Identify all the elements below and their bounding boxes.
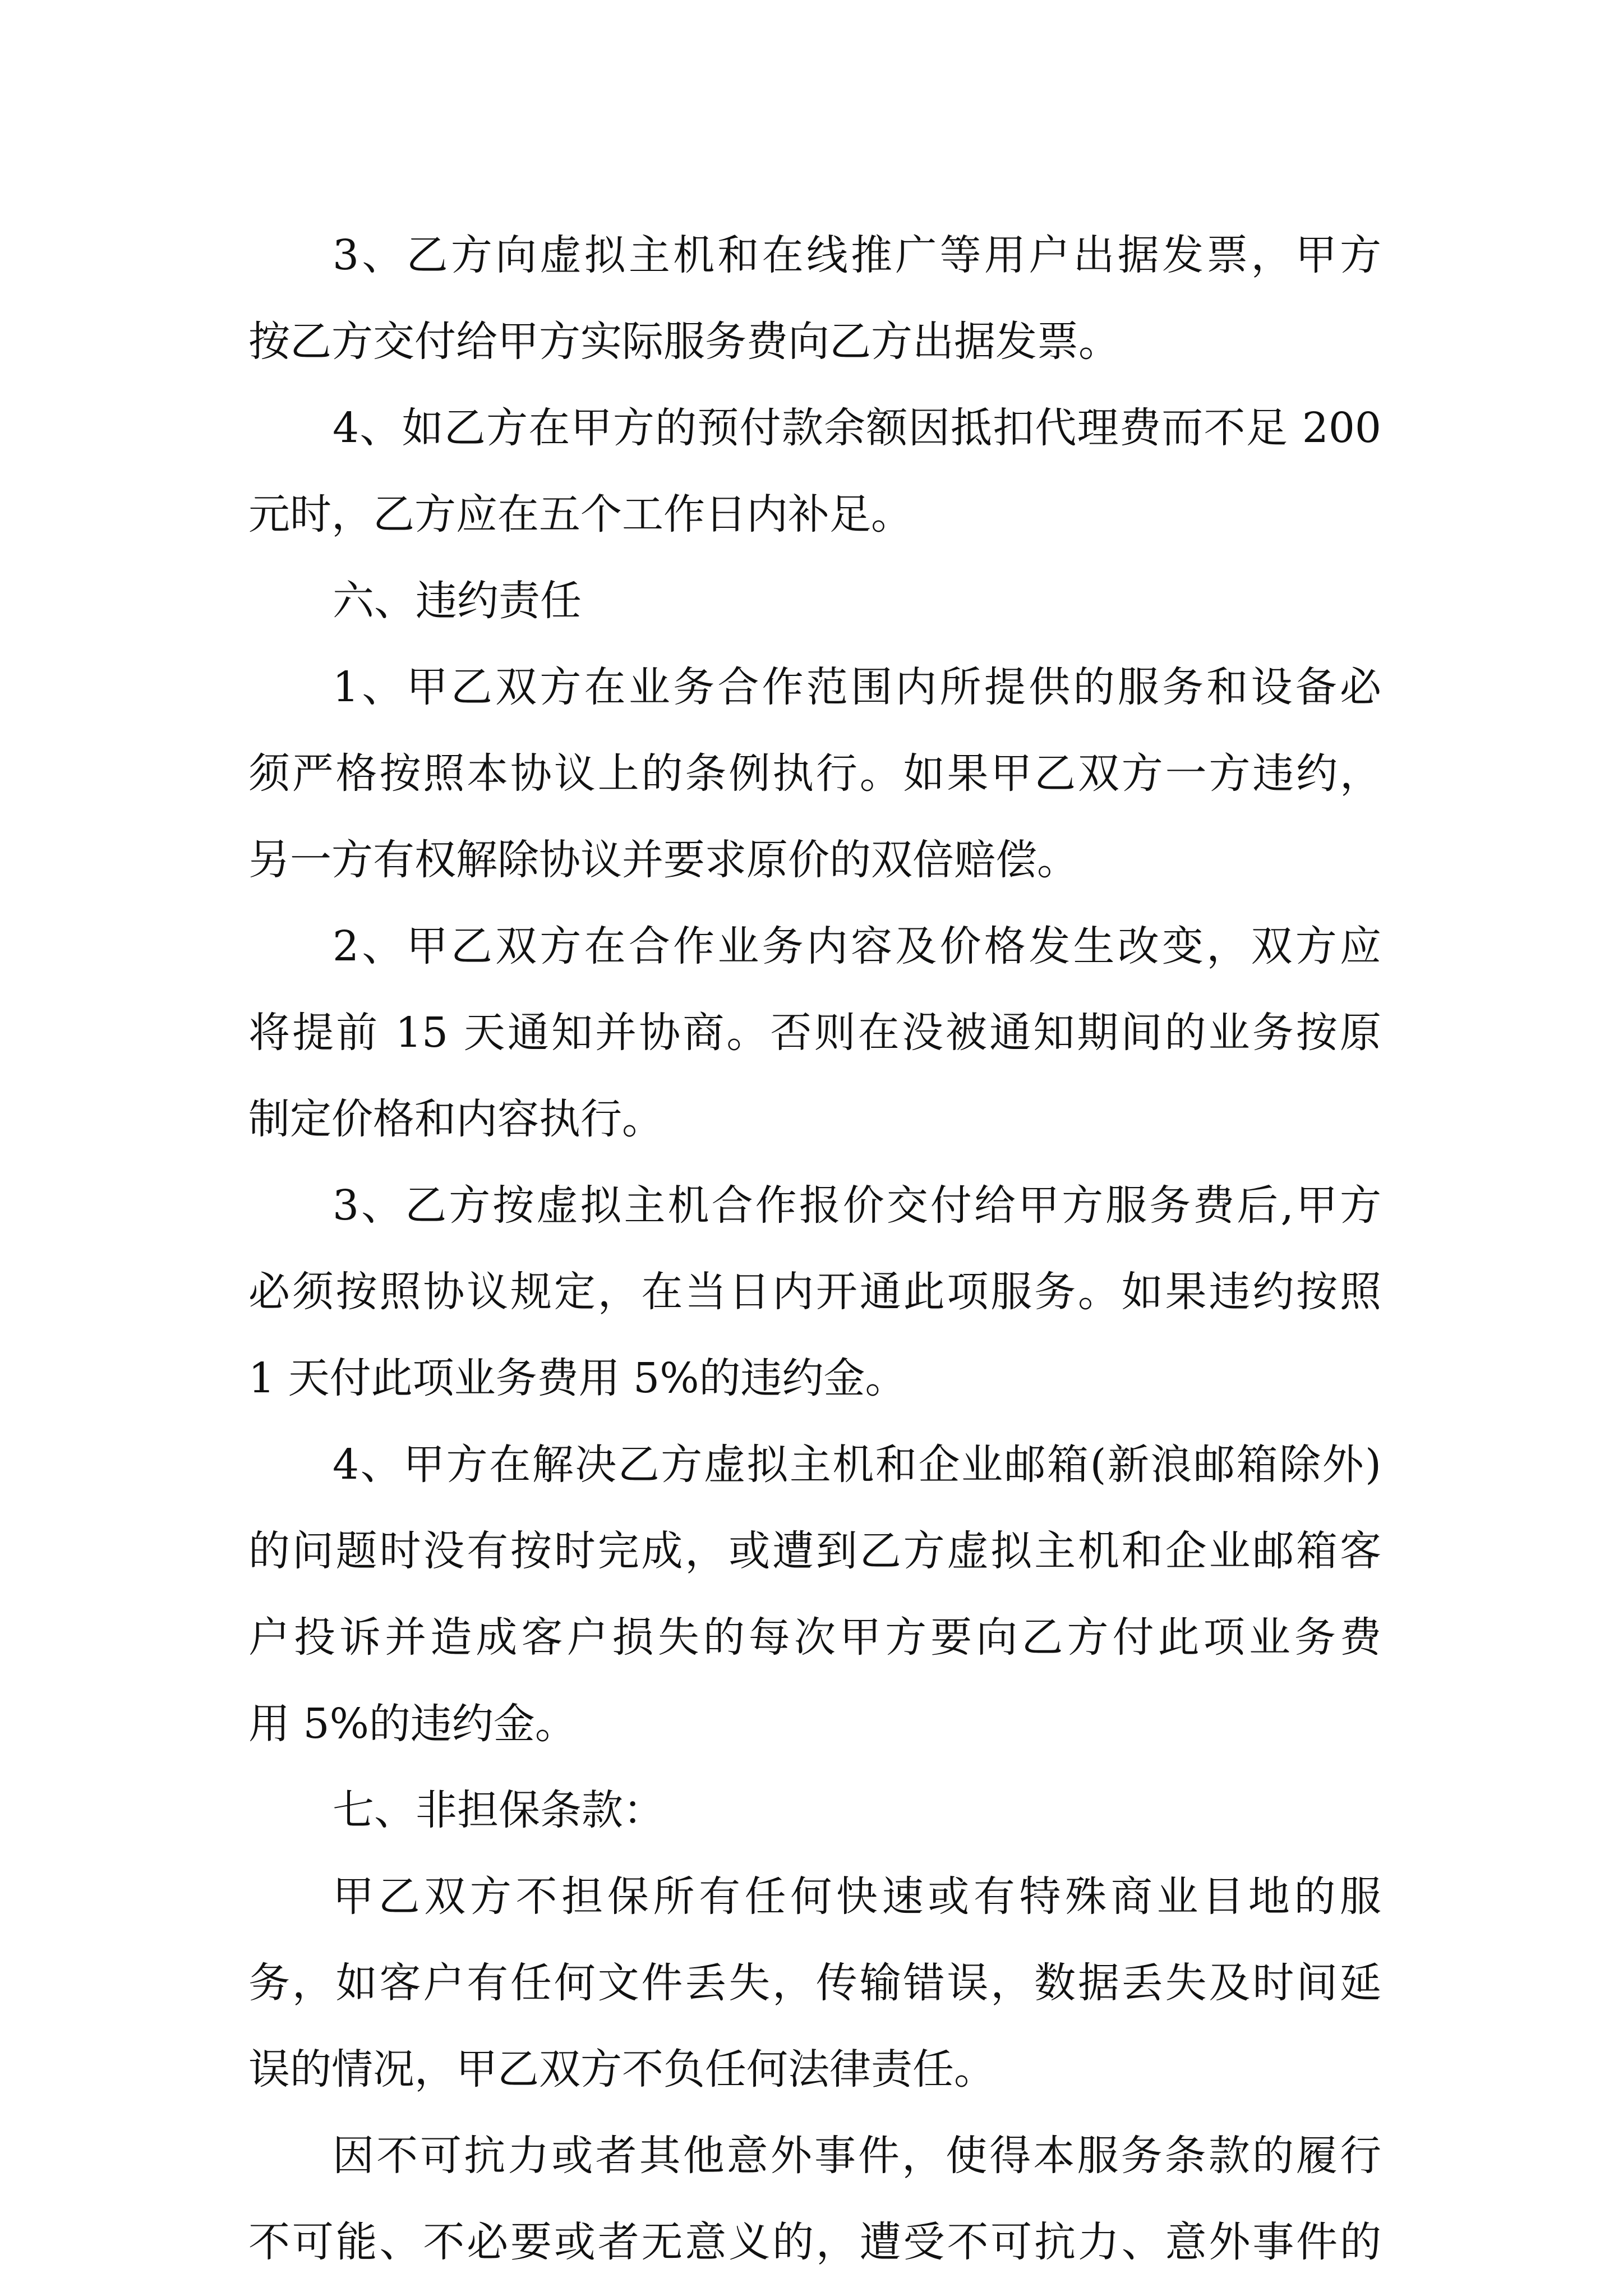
text-line: 户投诉并造成客户损失的每次甲方要向乙方付此项业务费	[248, 1613, 1381, 1662]
text-line: 1、甲乙双方在业务合作范围内所提供的服务和设备必	[333, 663, 1381, 711]
document-body	[248, 212, 1381, 2285]
text-line: 4、甲方在解决乙方虚拟主机和企业邮箱(新浪邮箱除外)	[333, 1441, 1381, 1489]
text-line: 的问题时没有按时完成，或遭到乙方虚拟主机和企业邮箱客	[248, 1527, 1381, 1575]
text-line: 不可能、不必要或者无意义的，遭受不可抗力、意外事件的	[248, 2218, 1381, 2266]
text-line: 必须按照协议规定，在当日内开通此项服务。如果违约按照	[248, 1268, 1381, 1316]
text-line: 3、乙方按虚拟主机合作报价交付给甲方服务费后,甲方	[333, 1181, 1381, 1230]
text-line: 用 5%的违约金。	[248, 1700, 577, 1748]
text-line: 另一方有权解除协议并要求原价的双倍赔偿。	[248, 836, 1078, 884]
section-heading: 七、非担保条款：	[333, 1786, 665, 1834]
text-line: 制定价格和内容执行。	[248, 1095, 663, 1143]
text-line: 误的情况，甲乙双方不负任何法律责任。	[248, 2045, 995, 2093]
text-line: 务，如客户有任何文件丢失，传输错误，数据丢失及时间延	[248, 1959, 1381, 2007]
text-line: 因不可抗力或者其他意外事件，使得本服务条款的履行	[333, 2132, 1381, 2180]
text-line: 4、如乙方在甲方的预付款余额因抵扣代理费而不足 200	[333, 404, 1381, 452]
text-line: 甲乙双方不担保所有任何快速或有特殊商业目地的服	[333, 1872, 1381, 1921]
text-line: 按乙方交付给甲方实际服务费向乙方出据发票。	[248, 318, 1120, 366]
text-line: 将提前 15 天通知并协商。否则在没被通知期间的业务按原	[248, 1009, 1381, 1057]
text-line: 2、甲乙双方在合作业务内容及价格发生改变，双方应	[333, 922, 1381, 970]
text-line: 3、乙方向虚拟主机和在线推广等用户出据发票，甲方	[333, 231, 1381, 279]
text-line: 须严格按照本协议上的条例执行。如果甲乙双方一方违约，	[248, 749, 1381, 798]
text-line: 1 天付此项业务费用 5%的违约金。	[248, 1354, 907, 1402]
section-heading: 六、违约责任	[333, 577, 582, 625]
text-line: 元时，乙方应在五个工作日内补足。	[248, 490, 912, 539]
